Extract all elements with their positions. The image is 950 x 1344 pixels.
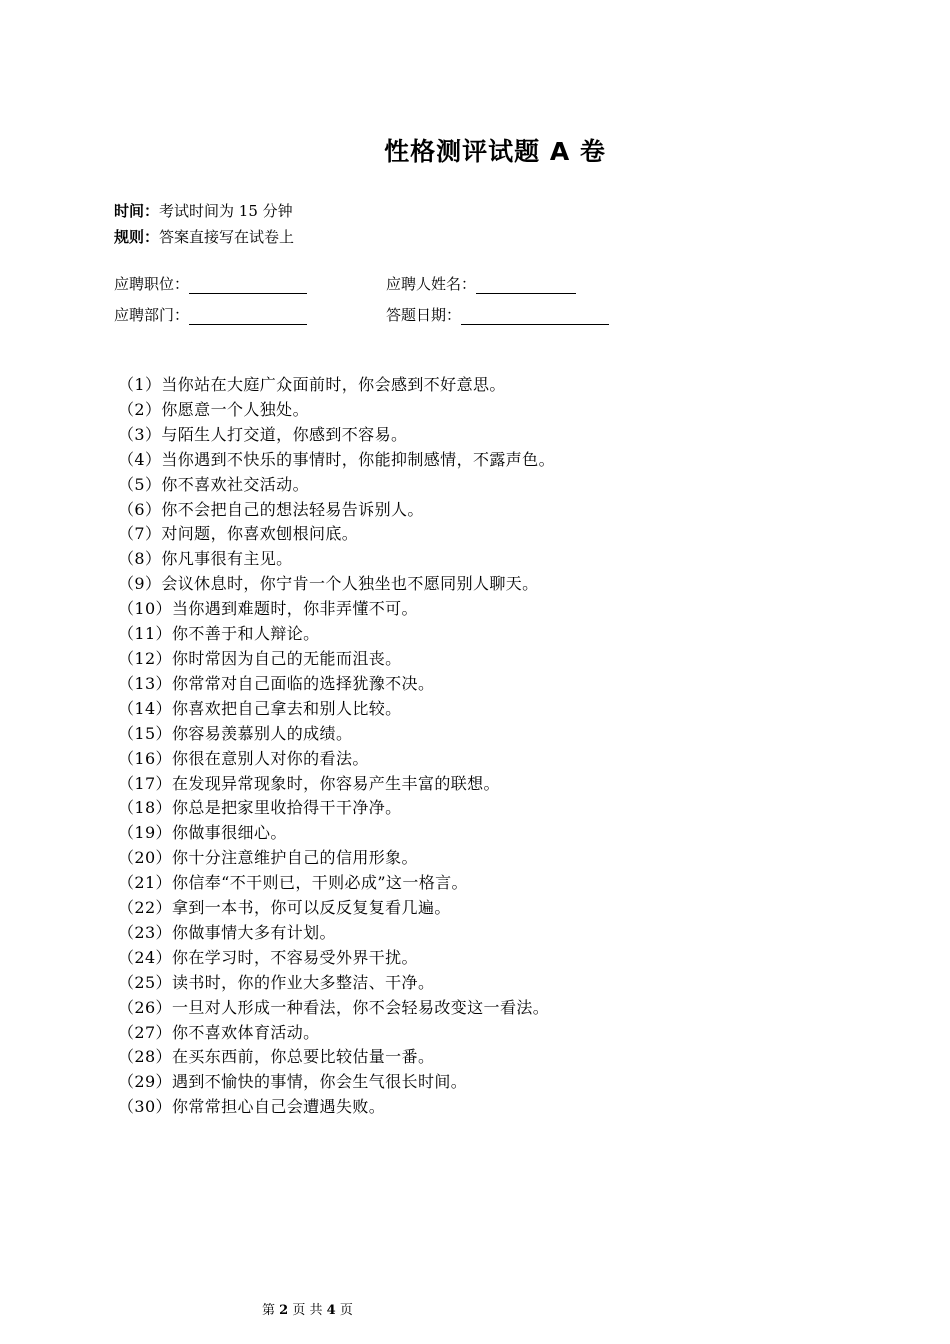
footer-mid: 页 共	[292, 1303, 323, 1318]
question-item: （7）对问题，你喜欢刨根问底。	[118, 524, 359, 544]
question-item: （26）一旦对人形成一种看法，你不会轻易改变这一看法。	[118, 997, 550, 1017]
question-item: （14）你喜欢把自己拿去和别人比较。	[118, 698, 402, 718]
question-item: （17）在发现异常现象时，你容易产生丰富的联想。	[118, 773, 500, 793]
footer-pre: 第	[262, 1303, 276, 1318]
name-field	[386, 273, 576, 294]
question-item: （2）你愿意一个人独处。	[118, 399, 309, 419]
question-item: （18）你总是把家里收拾得干干净净。	[118, 798, 402, 818]
question-item: （24）你在学习时，不容易受外界干扰。	[118, 947, 418, 967]
position-field	[114, 273, 307, 294]
question-item: （20）你十分注意维护自己的信用形象。	[118, 848, 418, 868]
position-label: 应聘职位：	[114, 275, 190, 293]
footer-total: 4	[326, 1303, 336, 1318]
question-item: （25）读书时，你的作业大多整洁、干净。	[118, 972, 435, 992]
question-item: （23）你做事情大多有计划。	[118, 922, 336, 942]
date-label: 答题日期：	[386, 306, 462, 324]
question-item: （9）会议休息时，你宁肯一个人独坐也不愿同别人聊天。	[118, 574, 539, 594]
question-item: （15）你容易羡慕别人的成绩。	[118, 723, 353, 743]
question-item: （10）当你遇到难题时，你非弄懂不可。	[118, 599, 418, 619]
time-value: 考试时间为 15 分钟	[159, 202, 293, 220]
question-item: （30）你常常担心自己会遭遇失败。	[118, 1097, 386, 1117]
question-item: （8）你凡事很有主见。	[118, 549, 293, 569]
date-blank[interactable]	[461, 308, 609, 325]
question-item: （4）当你遇到不快乐的事情时，你能抑制感情，不露声色。	[118, 449, 555, 469]
question-item: （21）你信奉“不干则已，干则必成”这一格言。	[118, 873, 468, 893]
question-item: （13）你常常对自己面临的选择犹豫不决。	[118, 673, 435, 693]
time-label: 时间：	[114, 202, 160, 220]
position-blank[interactable]	[189, 277, 307, 294]
rules-label: 规则：	[114, 228, 160, 246]
question-item: （22）拿到一本书，你可以反反复复看几遍。	[118, 898, 451, 918]
question-item: （29）遇到不愉快的事情，你会生气很长时间。	[118, 1072, 468, 1092]
footer-page: 2	[279, 1303, 289, 1318]
exam-info	[114, 198, 294, 250]
department-label: 应聘部门：	[114, 306, 190, 324]
date-field	[386, 304, 609, 325]
rules-value: 答案直接写在试卷上	[159, 228, 295, 246]
department-blank[interactable]	[189, 308, 307, 325]
question-item: （28）在买东西前，你总要比较估量一番。	[118, 1047, 435, 1067]
question-item: （11）你不善于和人辩论。	[118, 624, 320, 644]
time-row	[114, 198, 294, 224]
question-item: （27）你不喜欢体育活动。	[118, 1022, 320, 1042]
question-item: （1）当你站在大庭广众面前时，你会感到不好意思。	[118, 375, 506, 394]
question-item: （6）你不会把自己的想法轻易告诉别人。	[118, 499, 424, 519]
department-field	[114, 304, 307, 325]
question-item: （19）你做事很细心。	[118, 823, 287, 843]
name-label: 应聘人姓名：	[386, 275, 477, 293]
question-item: （12）你时常因为自己的无能而沮丧。	[118, 648, 402, 668]
question-item: （3）与陌生人打交道，你感到不容易。	[118, 424, 408, 444]
name-blank[interactable]	[476, 277, 576, 294]
page-footer	[262, 1299, 353, 1318]
question-item: （5）你不喜欢社交活动。	[118, 474, 309, 494]
question-item: （16）你很在意别人对你的看法。	[118, 748, 369, 768]
page-title: 性格测评试题 A 卷	[384, 137, 606, 166]
rules-row	[114, 224, 294, 250]
question-list	[118, 373, 555, 1120]
footer-post: 页	[339, 1303, 353, 1318]
